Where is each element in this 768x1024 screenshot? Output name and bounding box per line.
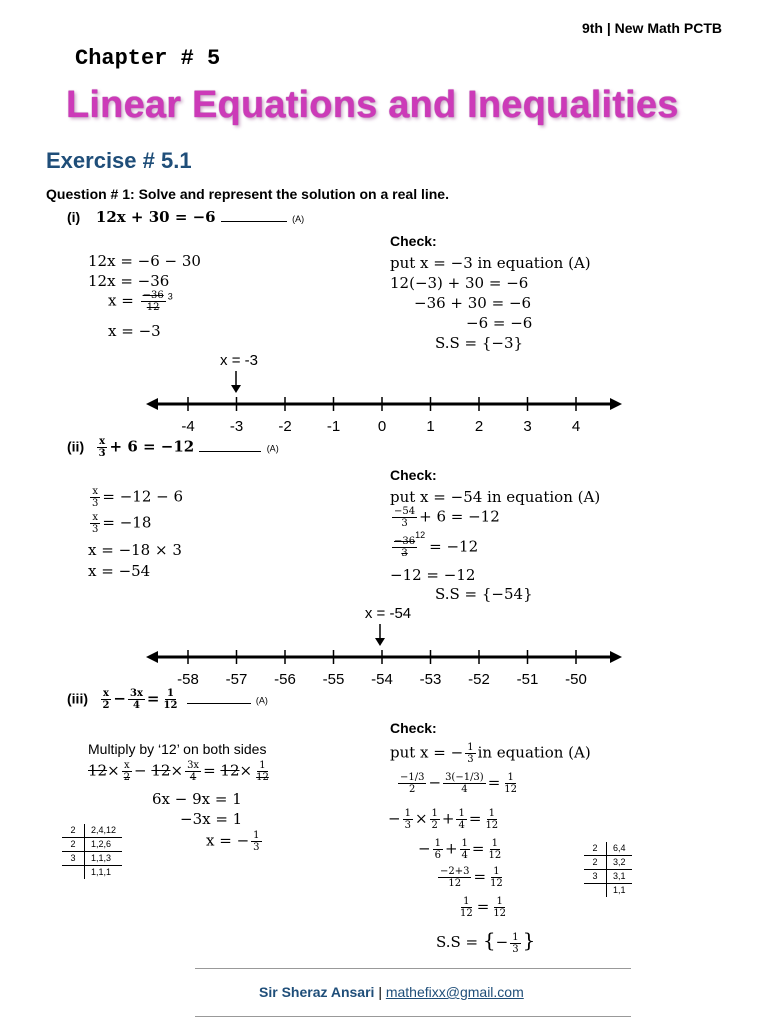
part2-tag: (A) [266,443,279,454]
part3-check-line5: $\frac{1}{12}$ = $\frac{1}{12}$ [460,896,507,919]
part1-step1: 12x = −6 − 30 [88,252,201,270]
number-line-1-marker-label: x = -3 [220,352,258,369]
number-line-2-tick-label: -57 [225,671,248,688]
part3-multiply-note: Multiply by ‘12’ on both sides [88,741,267,757]
number-line-2-arrowhead [375,638,385,646]
part3-step2: −3x = 1 [180,810,243,828]
footer-author: Sir Sheraz Ansari [259,984,375,1000]
footer-email-link[interactable]: mathefixx@gmail.com [385,984,524,1000]
number-line-2-right-arrow [610,651,622,663]
question-text: Question # 1: Solve and represent the solution on a real line. [46,186,449,202]
part3-multiply-line: 12× $\frac{x}{2}$ − 12× $\frac{3x}{4}$ = 12× $\frac{1}{12}$ [88,760,269,783]
lcm-table-right: 2 6,4 2 3,2 3 3,1 1,1 [584,842,632,897]
number-line-1-tick-label: 3 [523,418,532,435]
part3-equation-line: (iii) $\frac{x}{2}$ − $\frac{3x}{4}$ = $\frac{1}{12}$ (A) [67,688,268,711]
part2-ss: S.S = {−54} [435,585,533,603]
part1-step4: x = −3 [108,322,161,340]
number-line-1-tick-label: -4 [181,418,195,435]
part2-check-label: Check: [390,467,437,483]
number-line-2-tick-label: -53 [419,671,442,688]
part3-step3: x = − $\frac{1}{3}$ [206,830,260,853]
part3-check-line2: − $\frac{1}{3}$ × $\frac{1}{2}$ + $\frac{1}{4}$ = $\frac{1}{12}$ [388,808,499,831]
part1-check2: 12(−3) + 30 = −6 [390,274,529,292]
part2-step2: $\frac{x}{3}$ = −18 [92,512,152,535]
part1-step2: 12x = −36 [88,272,170,290]
part1-tag: (A) [292,214,305,224]
part2-check4: −12 = −12 [390,566,476,584]
number-line-2-tick-label: -55 [322,671,345,688]
part1-check1: put x = −3 in equation (A) [390,254,591,272]
part1-check3: −36 + 30 = −6 [414,294,532,312]
number-line-1-tick-label: 4 [571,418,581,435]
number-line-2-tick-label: -51 [516,671,539,688]
part1-label: (i) [67,209,81,225]
part1-equation-line [67,208,304,226]
number-line-1-right-arrow [610,398,622,410]
grade-header: 9th | New Math PCTB [581,20,722,36]
part3-check-put: put x = − $\frac{1}{3}$ in equation (A) [390,742,591,765]
footer-divider-top [195,968,631,969]
number-line-1-tick-label: 2 [474,418,484,435]
number-line-1-tick-label: -3 [229,418,244,435]
part1-equation: 12x + 30 = −6 [95,208,216,226]
part2-check2: $\frac{-54}{3}$ + 6 = −12 [394,506,500,529]
part1-check-label: Check: [390,233,437,249]
number-line-2-tick-label: -50 [565,671,587,688]
part2-check3: $\frac{-36}{3}$ $^{12}$= −12 [394,529,479,559]
part1-check4: −6 = −6 [466,314,533,332]
part3-check-line4: $\frac{-2+3}{12}$ = $\frac{1}{12}$ [440,866,503,889]
lcm-table-left: 2 2,4,12 2 1,2,6 3 1,1,3 1,1,1 [62,824,122,879]
part3-check-line3: − $\frac{1}{6}$ + $\frac{1}{4}$ = $\frac{1}{12}$ [418,838,502,861]
part2-equation: + 6 = −12 [109,437,195,456]
footer [259,984,524,1000]
number-line-2-tick-label: -54 [371,671,393,688]
part3-check-label: Check: [390,720,437,736]
part2-step1: $\frac{x}{3}$ = −12 − 6 [92,486,184,509]
part3-step1: 6x − 9x = 1 [152,790,242,808]
number-line-1-tick-label: 1 [426,418,435,435]
number-line-2-marker-label: x = -54 [364,605,412,622]
part3-tag: (A) [255,695,268,706]
number-line-2 [0,598,768,693]
number-line-1-tick-label: -2 [278,418,292,435]
footer-separator: | [378,984,382,1000]
number-line-2-tick-label: -58 [177,671,199,688]
number-line-2-left-arrow [146,651,158,663]
number-line-1-arrowhead [231,385,241,393]
page-title: Linear Equations and Inequalities [66,84,679,126]
part2-step3: x = −18 × 3 [88,541,182,559]
part3-check-line1: $\frac{-1/3}{2}$ − $\frac{3(-1/3)}{4}$ = $\frac{1}{12}$ [400,772,518,795]
number-line-1 [0,345,768,440]
part2-step4: x = −54 [88,562,151,580]
part3-label: (iii) [67,690,88,707]
number-line-1-tick-label: 0 [377,418,387,435]
part3-ss: S.S = {− $\frac{1}{3}$ } [436,928,536,955]
number-line-1-left-arrow [146,398,158,410]
number-line-2-tick-label: -56 [274,671,296,688]
number-line-1-tick-label: -1 [326,418,341,435]
exercise-heading: Exercise # 5.1 [46,148,192,173]
part2-equation-line: (ii) $\frac{x}{3}$ + 6 = −12 (A) [67,436,279,459]
number-line-2-tick-label: -52 [468,671,490,688]
part2-check1: put x = −54 in equation (A) [390,488,601,506]
footer-divider-bottom [195,1016,631,1017]
part1-step3: x = $\frac{-36}{12}$ $^3$ [108,290,173,313]
part1-ss: S.S = {−3} [435,334,524,352]
chapter-label: Chapter # 5 [75,46,221,71]
part2-label: (ii) [67,438,85,455]
